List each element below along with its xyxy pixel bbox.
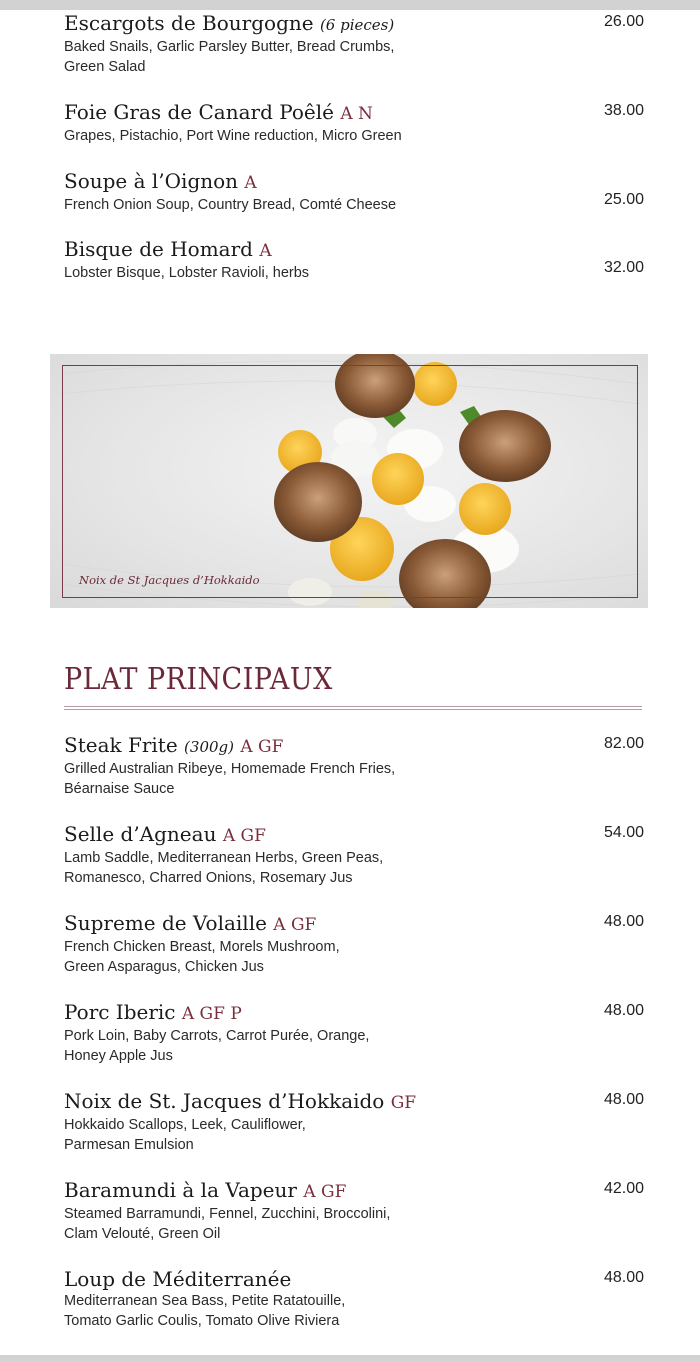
item-name: Baramundi à la Vapeur A GF xyxy=(64,1178,347,1202)
item-description: Baked Snails, Garlic Parsley Butter, Bread Crumbs, Green Salad xyxy=(64,39,395,75)
item-description: Steamed Barramundi, Fennel, Zucchini, Broccolini, Clam Velouté, Green Oil xyxy=(64,1206,391,1242)
dietary-tags: A GF xyxy=(240,737,284,757)
menu-item-foie-gras xyxy=(64,100,644,146)
item-name: Bisque de Homard A xyxy=(64,237,272,261)
item-name: Steak Frite (300g) A GF xyxy=(64,733,284,757)
item-description: Lamb Saddle, Mediterranean Herbs, Green Peas, Romanesco, Charred Onions, Rosemary Jus xyxy=(64,850,384,886)
item-name: Escargots de Bourgogne (6 pieces) xyxy=(64,11,395,35)
item-price: 32.00 xyxy=(603,259,644,276)
item-price: 48.00 xyxy=(603,1269,644,1286)
menu-item-porc-iberic xyxy=(64,1000,644,1066)
item-description: French Chicken Breast, Morels Mushroom, Green Asparagus, Chicken Jus xyxy=(64,939,340,975)
item-description: Lobster Bisque, Lobster Ravioli, herbs xyxy=(64,265,310,281)
item-name: Foie Gras de Canard Poêlé A N xyxy=(64,100,373,124)
section-divider xyxy=(64,706,642,710)
item-description: Grilled Australian Ribeye, Homemade French Fries, Béarnaise Sauce xyxy=(64,761,396,797)
dietary-tags: A GF xyxy=(273,915,317,935)
menu-item-loup-mediterranee xyxy=(64,1267,644,1331)
item-price: 82.00 xyxy=(603,735,644,752)
item-description: Pork Loin, Baby Carrots, Carrot Purée, Orange, Honey Apple Jus xyxy=(64,1028,370,1064)
item-price: 38.00 xyxy=(603,102,644,119)
dietary-tags: A N xyxy=(340,104,373,124)
dietary-tags: A GF xyxy=(222,826,266,846)
item-name: Selle d’Agneau A GF xyxy=(64,822,266,846)
section-title: PLAT PRINCIPAUX xyxy=(64,662,333,697)
menu-item-escargots xyxy=(64,11,644,77)
menu-item-soupe-oignon xyxy=(64,169,644,215)
dietary-tags: A GF P xyxy=(181,1004,242,1024)
item-name: Loup de Méditerranée xyxy=(64,1267,292,1291)
item-description: Hokkaido Scallops, Leek, Cauliflower, Parmesan Emulsion xyxy=(64,1117,306,1153)
item-price: 48.00 xyxy=(603,1091,644,1108)
item-price: 25.00 xyxy=(603,191,644,208)
item-description: Mediterranean Sea Bass, Petite Ratatouille, Tomato Garlic Coulis, Tomato Olive Riviera xyxy=(64,1293,346,1329)
menu-item-noix-st-jacques xyxy=(64,1089,644,1155)
dietary-tags: A GF xyxy=(303,1182,347,1202)
item-portion: (300g) xyxy=(184,738,234,756)
dietary-tags: GF xyxy=(390,1093,417,1113)
item-price: 54.00 xyxy=(603,824,644,841)
item-name: Soupe à l’Oignon A xyxy=(64,169,257,193)
item-name: Noix de St. Jacques d’Hokkaido GF xyxy=(64,1089,417,1113)
item-description: Grapes, Pistachio, Port Wine reduction, Micro Green xyxy=(64,128,402,144)
item-portion: (6 pieces) xyxy=(319,16,395,34)
photo-caption: Noix de St Jacques d’Hokkaido xyxy=(79,573,260,587)
photo-frame xyxy=(62,365,638,598)
menu-item-selle-agneau xyxy=(64,822,644,888)
item-price: 26.00 xyxy=(603,13,644,30)
menu-item-steak-frite xyxy=(64,733,644,799)
item-description: French Onion Soup, Country Bread, Comté Cheese xyxy=(64,197,397,213)
dietary-tags: A xyxy=(244,173,257,193)
menu-item-baramundi xyxy=(64,1178,644,1244)
item-price: 48.00 xyxy=(603,1002,644,1019)
menu-item-bisque-homard xyxy=(64,237,644,283)
item-price: 48.00 xyxy=(603,913,644,930)
item-name: Porc Iberic A GF P xyxy=(64,1000,242,1024)
item-name: Supreme de Volaille A GF xyxy=(64,911,317,935)
dietary-tags: A xyxy=(259,241,272,261)
menu-item-supreme-volaille xyxy=(64,911,644,977)
item-price: 42.00 xyxy=(603,1180,644,1197)
